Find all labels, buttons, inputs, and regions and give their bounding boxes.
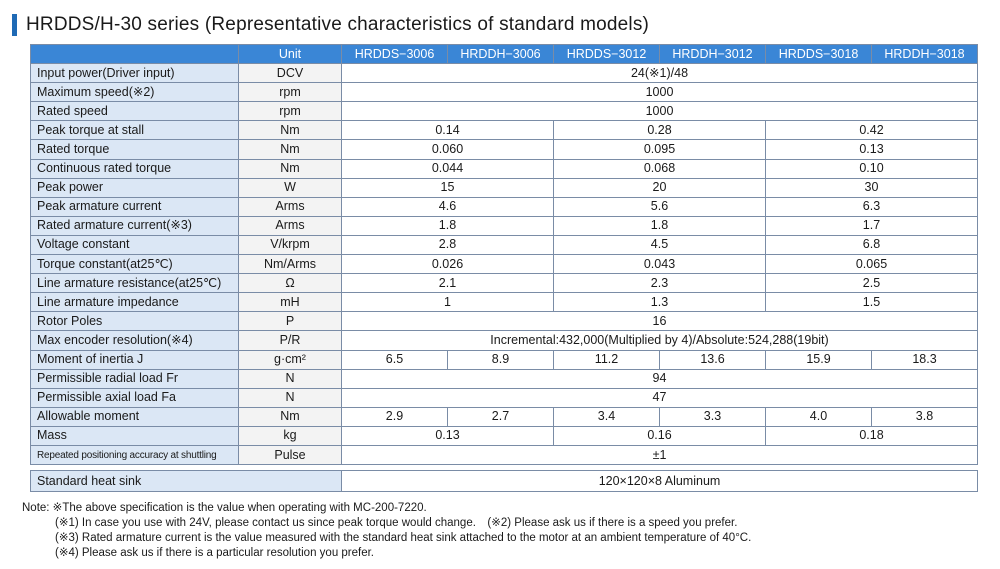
row-value: 8.9 [448,350,554,369]
row-value: 94 [342,369,978,388]
row-value: 2.3 [554,274,766,293]
table-header-row [31,45,978,64]
row-value: 4.6 [342,197,554,216]
row-label: Mass [31,426,239,445]
table-row [31,369,978,388]
header-model: HRDDH−3012 [660,45,766,64]
note-main: Note: ※The above specification is the value when operating with MC-200-7220. [22,502,427,514]
row-value: 0.065 [766,255,978,274]
row-label: Rated torque [31,140,239,159]
row-value: 2.1 [342,274,554,293]
row-value: 6.5 [342,350,448,369]
row-label: Continuous rated torque [31,159,239,178]
row-unit: N [239,369,342,388]
row-value: 1.8 [554,216,766,235]
row-label: Repeated positioning accuracy at shuttling [31,445,239,464]
spec-table-body [31,64,978,492]
row-value: 4.5 [554,235,766,254]
row-value: 1000 [342,102,978,121]
row-label: Permissible radial load Fr [31,369,239,388]
table-row [31,445,978,464]
section-title [12,14,649,36]
row-value: 20 [554,178,766,197]
row-unit: P [239,312,342,331]
header-model: HRDDS−3012 [554,45,660,64]
row-unit: Nm [239,159,342,178]
table-row [31,426,978,445]
row-unit: P/R [239,331,342,350]
row-label: Max encoder resolution(※4) [31,331,239,350]
row-value: 11.2 [554,350,660,369]
row-label: Allowable moment [31,407,239,426]
table-row [31,159,978,178]
table-row [31,388,978,407]
row-unit: rpm [239,83,342,102]
note-1-2: (※1) In case you use with 24V, please contact us since peak torque would change. (※2) Please ask us if there is a speed you prefer. [55,517,738,529]
heatsink-value: 120×120×8 Aluminum [342,471,978,492]
row-value: 1.7 [766,216,978,235]
row-value: 30 [766,178,978,197]
notes [22,501,751,561]
row-value: 1.5 [766,293,978,312]
note-4: (※4) Please ask us if there is a particular resolution you prefer. [55,547,375,559]
row-value: 0.043 [554,255,766,274]
table-row [31,312,978,331]
row-unit: Nm/Arms [239,255,342,274]
row-value: 1000 [342,83,978,102]
row-unit: W [239,178,342,197]
row-label: Voltage constant [31,235,239,254]
row-value: 0.026 [342,255,554,274]
table-row [31,121,978,140]
page-title: HRDDS/H-30 series (Representative characteristics of standard models) [26,14,650,35]
row-value: 4.0 [766,407,872,426]
row-value: 15 [342,178,554,197]
row-label: Line armature resistance(at25℃) [31,274,239,293]
row-unit: Nm [239,407,342,426]
row-value: 6.8 [766,235,978,254]
row-value: 0.044 [342,159,554,178]
table-row [31,255,978,274]
row-label: Peak power [31,178,239,197]
table-row [31,407,978,426]
row-unit: Arms [239,216,342,235]
table-row [31,235,978,254]
row-unit: Nm [239,140,342,159]
header-model: HRDDH−3018 [872,45,978,64]
row-value: 1.8 [342,216,554,235]
row-unit: kg [239,426,342,445]
row-value: 3.3 [660,407,766,426]
row-unit: Arms [239,197,342,216]
table-row [31,83,978,102]
row-unit: rpm [239,102,342,121]
row-value: 0.13 [766,140,978,159]
table-row [31,331,978,350]
row-unit: mH [239,293,342,312]
header-model: HRDDH−3006 [448,45,554,64]
row-value: 15.9 [766,350,872,369]
row-value: 6.3 [766,197,978,216]
spec-table [30,44,978,492]
row-label: Maximum speed(※2) [31,83,239,102]
row-value: 0.16 [554,426,766,445]
row-value: 16 [342,312,978,331]
table-row [31,140,978,159]
row-label: Input power(Driver input) [31,64,239,83]
row-unit: DCV [239,64,342,83]
row-label: Rotor Poles [31,312,239,331]
header-empty-cell [31,45,239,64]
row-value: 0.095 [554,140,766,159]
row-value: 0.18 [766,426,978,445]
table-row [31,197,978,216]
row-value: 13.6 [660,350,766,369]
row-unit: g·cm² [239,350,342,369]
heatsink-label: Standard heat sink [31,471,342,492]
row-value: 5.6 [554,197,766,216]
row-label: Torque constant(at25℃) [31,255,239,274]
row-value: 2.5 [766,274,978,293]
row-label: Permissible axial load Fa [31,388,239,407]
table-row [31,64,978,83]
row-label: Rated armature current(※3) [31,216,239,235]
row-unit: Pulse [239,445,342,464]
table-row [31,102,978,121]
row-label: Moment of inertia J [31,350,239,369]
row-unit: N [239,388,342,407]
row-value: 3.8 [872,407,978,426]
row-value: 18.3 [872,350,978,369]
row-value: 0.060 [342,140,554,159]
row-value: 3.4 [554,407,660,426]
table-row [31,350,978,369]
header-model: HRDDS−3006 [342,45,448,64]
row-label: Peak armature current [31,197,239,216]
row-label: Line armature impedance [31,293,239,312]
row-value: 0.42 [766,121,978,140]
row-value: 0.28 [554,121,766,140]
row-value: 1.3 [554,293,766,312]
row-label: Rated speed [31,102,239,121]
row-unit: Nm [239,121,342,140]
row-value: 24(※1)/48 [342,64,978,83]
row-value: 1 [342,293,554,312]
row-value: 0.10 [766,159,978,178]
row-value: ±1 [342,445,978,464]
row-value: 0.068 [554,159,766,178]
note-3: (※3) Rated armature current is the value measured with the standard heat sink attached to the motor at an ambient temperature of 40°C. [55,532,752,544]
row-value: 0.13 [342,426,554,445]
row-value: 47 [342,388,978,407]
table-row [31,216,978,235]
row-unit: V/krpm [239,235,342,254]
row-value: 2.9 [342,407,448,426]
row-value: 0.14 [342,121,554,140]
table-row [31,178,978,197]
header-model: HRDDS−3018 [766,45,872,64]
row-label: Peak torque at stall [31,121,239,140]
header-unit: Unit [239,45,342,64]
title-accent-bar [12,14,17,36]
row-value: 2.8 [342,235,554,254]
heatsink-row [31,471,978,492]
row-unit: Ω [239,274,342,293]
table-row [31,274,978,293]
row-value: 2.7 [448,407,554,426]
table-row [31,293,978,312]
row-value: Incremental:432,000(Multiplied by 4)/Absolute:524,288(19bit) [342,331,978,350]
